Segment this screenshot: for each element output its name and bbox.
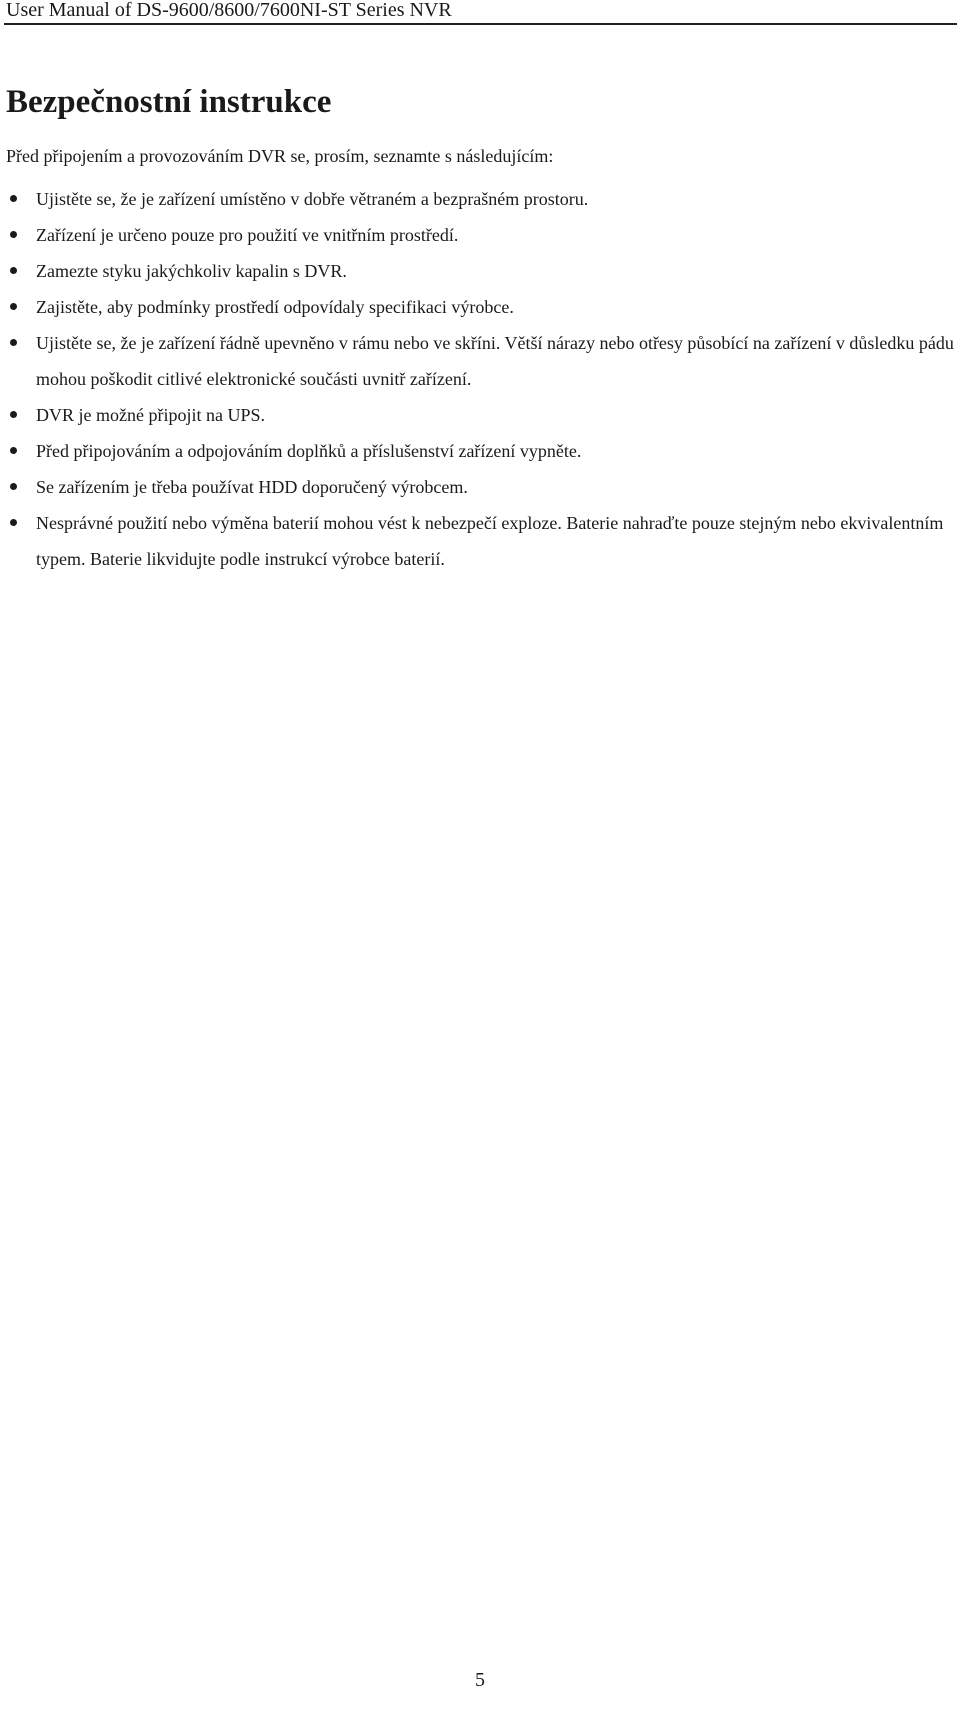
bullet-icon — [10, 411, 17, 418]
bullet-icon — [10, 483, 17, 490]
list-item — [0, 217, 960, 253]
list-item-text: Zajistěte, aby podmínky prostředí odpovídaly specifikaci výrobce. — [36, 297, 514, 317]
list-item — [0, 181, 960, 217]
bullet-icon — [10, 303, 17, 310]
page-number: 5 — [475, 1669, 485, 1691]
list-item — [0, 325, 960, 397]
list-item-text: Zamezte styku jakýchkoliv kapalin s DVR. — [36, 261, 347, 281]
bullet-icon — [10, 447, 17, 454]
list-item — [0, 289, 960, 325]
safety-instructions-list — [0, 181, 960, 577]
list-item — [0, 505, 960, 577]
list-item-text: Zařízení je určeno pouze pro použití ve vnitřním prostředí. — [36, 225, 459, 245]
list-item — [0, 469, 960, 505]
list-item-text: DVR je možné připojit na UPS. — [36, 405, 265, 425]
list-item-text: Nesprávné použití nebo výměna baterií mohou vést k nebezpečí exploze. Baterie nahraďte pouze stejným nebo ekvivalentním typem. Baterie likvidujte podle instrukcí výrobce baterií. — [36, 513, 944, 569]
page-title: Bezpečnostní instrukce — [6, 84, 332, 120]
list-item-text: Ujistěte se, že je zařízení řádně upevněno v rámu nebo ve skříni. Větší nárazy nebo otřesy působící na zařízení v důsledku pádu mohou poškodit citlivé elektronické součásti uvnitř zařízení. — [36, 333, 954, 389]
list-item-text: Před připojováním a odpojováním doplňků a příslušenství zařízení vypněte. — [36, 441, 582, 461]
list-item-text: Ujistěte se, že je zařízení umístěno v dobře větraném a bezprašném prostoru. — [36, 189, 589, 209]
list-item — [0, 433, 960, 469]
bullet-icon — [10, 339, 17, 346]
list-item — [0, 253, 960, 289]
intro-paragraph: Před připojením a provozováním DVR se, prosím, seznamte s následujícím: — [6, 146, 554, 166]
bullet-icon — [10, 195, 17, 202]
list-item-text: Se zařízením je třeba používat HDD doporučený výrobcem. — [36, 477, 468, 497]
bullet-icon — [10, 267, 17, 274]
header-rule — [4, 23, 957, 25]
running-header: User Manual of DS-9600/8600/7600NI-ST Series NVR — [6, 0, 452, 21]
bullet-icon — [10, 231, 17, 238]
bullet-icon — [10, 519, 17, 526]
list-item — [0, 397, 960, 433]
